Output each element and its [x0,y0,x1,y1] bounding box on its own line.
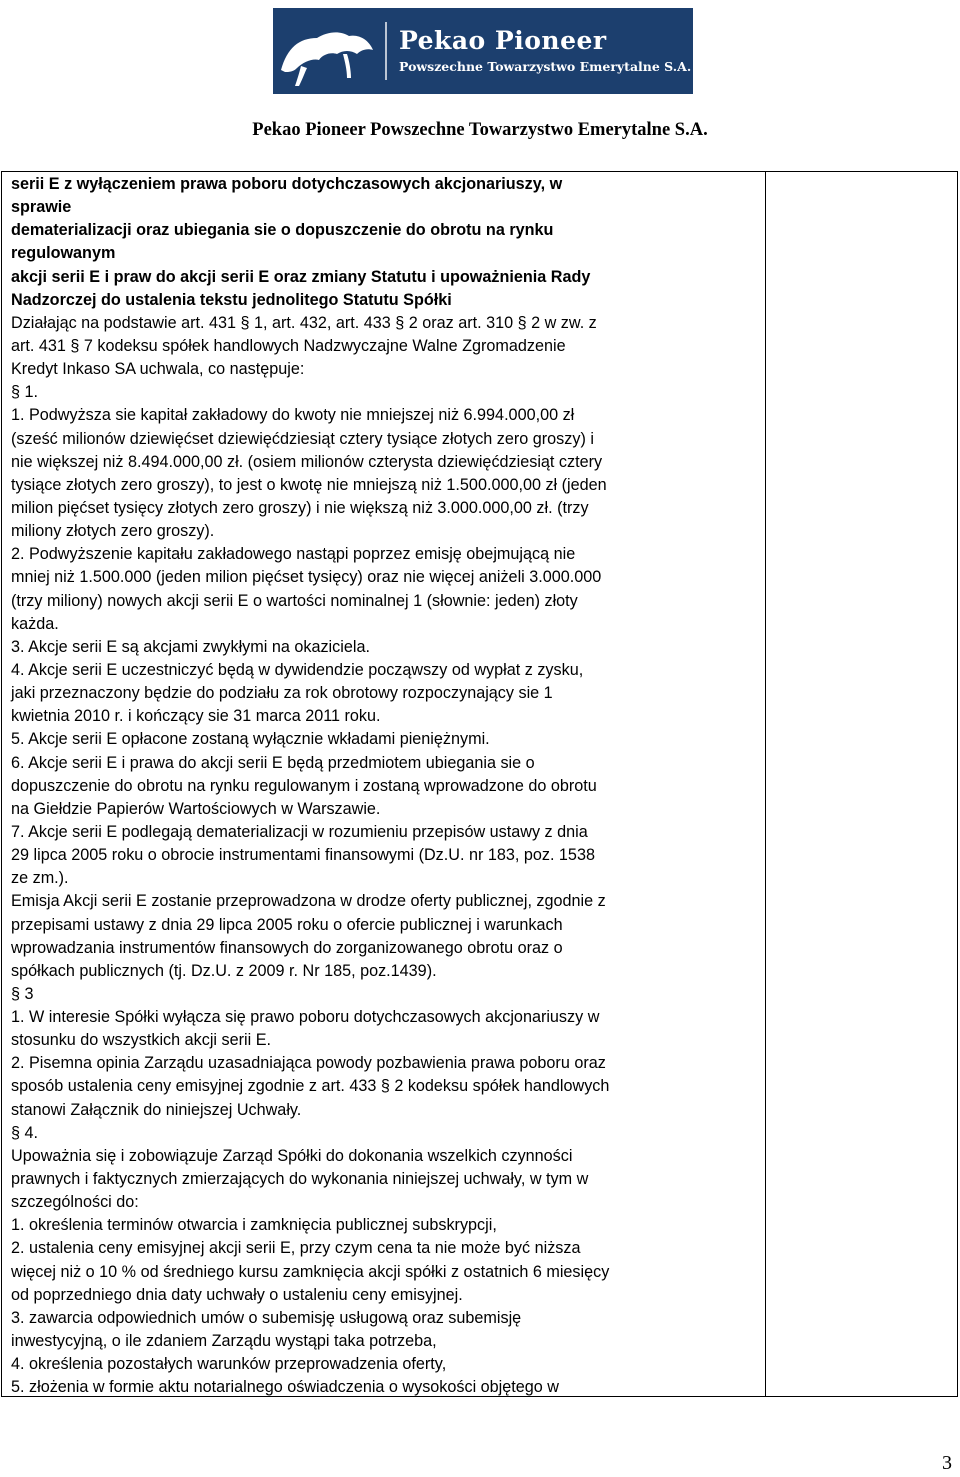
text-line: § 3 [11,984,34,1003]
text-line: Upoważnia się i zobowiązuje Zarząd Spółki do dokonania wszelkich czynności [11,1146,573,1165]
text-line: milion pięćset tysięcy złotych zero groszy) i nie większą niż 3.000.000,00 zł. (trzy [11,498,589,517]
text-line: na Giełdzie Papierów Wartościowych w Warszawie. [11,799,381,818]
text-line: kwietnia 2010 r. i kończący sie 31 marca 2011 roku. [11,707,381,726]
text-line: 1. Podwyższa sie kapitał zakładowy do kwoty nie mniejszej niż 6.994.000,00 zł [11,406,575,425]
logo-divider [385,22,387,80]
text-line: ze zm.). [11,869,69,888]
text-line: 2. ustalenia ceny emisyjnej akcji serii E, przy czym cena ta nie może być niższa [11,1239,581,1258]
text-line: miliony złotych zero groszy). [11,522,215,541]
text-line: 4. Akcje serii E uczestniczyć będą w dywidendzie począwszy od wypłat z zysku, [11,660,584,679]
text-line: 2. Pisemna opinia Zarządu uzasadniająca powody pozbawienia prawa poboru oraz [11,1054,606,1073]
text-line: 1. określenia terminów otwarcia i zamknięcia publicznej subskrypcji, [11,1216,497,1235]
text-line: regulowanym [11,244,116,263]
text-line: mniej niż 1.500.000 (jeden milion pięćset tysięcy) oraz nie więcej aniżeli 3.000.000 [11,568,602,587]
company-name: Pekao Pioneer Powszechne Towarzystwo Emerytalne S.A. [252,120,708,140]
text-line: więcej niż o 10 % od średniego kursu zamknięcia akcji spółki z ostatnich 6 miesięcy [11,1262,610,1281]
text-line: serii E z wyłączeniem prawa poboru dotychczasowych akcjonariuszy, w [11,175,563,193]
text-line: tysiące złotych zero groszy), to jest o kwotę nie mniejszą niż 1.500.000,00 zł (jeden [11,475,607,494]
text-line: 5. Akcje serii E opłacone zostaną wyłącznie wkładami pieniężnymi. [11,730,490,749]
text-line: § 4. [11,1123,39,1142]
text-line: 3. zawarcia odpowiednich umów o subemisję usługową oraz subemisję [11,1308,522,1327]
text-line: Emisja Akcji serii E zostanie przeprowadzona w drodze oferty publicznej, zgodnie z [11,892,606,911]
text-line: 6. Akcje serii E i prawa do akcji serii E będą przedmiotem ubiegania sie o [11,753,535,772]
text-line: 7. Akcje serii E podlegają dematerializacji w rozumieniu przepisów ustawy z dnia [11,822,588,841]
text-line: Kredyt Inkaso SA uchwala, co następuje: [11,360,305,379]
text-line: stanowi Załącznik do niniejszej Uchwały. [11,1100,302,1119]
text-line: dematerializacji oraz ubiegania sie o dopuszczenie do obrotu na rynku [11,221,554,240]
logo-subtitle: Powszechne Towarzystwo Emerytalne S.A. [399,59,692,74]
text-line: 1. W interesie Spółki wyłącza się prawo poboru dotychczasowych akcjonariuszy w [11,1008,600,1027]
text-line: nie większej niż 8.494.000,00 zł. (osiem milionów czterysta dziewięćdziesiąt cztery [11,452,603,471]
text-line: 29 lipca 2005 roku o obrocie instrumentami finansowymi (Dz.U. nr 183, poz. 1538 [11,846,595,865]
logo-text [399,26,691,74]
resolution-text [11,173,763,1399]
text-line: art. 431 § 7 kodeksu spółek handlowych Nadzwyczajne Walne Zgromadzenie [11,336,566,355]
pekao-pioneer-logo [273,8,693,94]
text-line: jaki przeznaczony będzie do podziału za rok obrotowy rozpoczynający sie 1 [11,684,553,703]
text-line: przepisami ustawy z dnia 29 lipca 2005 roku o ofercie publicznej i warunkach [11,915,563,934]
column-divider [765,171,766,1397]
text-line: szczególności do: [11,1193,139,1212]
logo-name: Pekao Pioneer [399,26,607,55]
text-line: prawnych i faktycznych zmierzających do wykonania niniejszej uchwały, w tym w [11,1170,589,1189]
text-line: (sześć milionów dziewięćset dziewięćdziesiąt cztery tysiące złotych zero groszy) i [11,429,594,448]
bison-icon [273,8,383,94]
text-line: akcji serii E i praw do akcji serii E oraz zmiany Statutu i upoważnienia Rady [11,267,591,286]
text-line: spółkach publicznych (tj. Dz.U. z 2009 r. Nr 185, poz.1439). [11,961,437,980]
text-line: § 1. [11,383,39,402]
text-line: Nadzorczej do ustalenia tekstu jednolitego Statutu Spółki [11,290,452,309]
text-line: 3. Akcje serii E są akcjami zwykłymi na okaziciela. [11,637,370,656]
text-line: sposób ustalenia ceny emisyjnej zgodnie z art. 433 § 2 kodeksu spółek handlowych [11,1077,610,1096]
text-line: wprowadzania instrumentów finansowych do zorganizowanego obrotu oraz o [11,938,563,957]
text-line: stosunku do wszystkich akcji serii E. [11,1031,271,1050]
page-number: 3 [942,1452,952,1474]
text-line: inwestycyjną, o ile zdaniem Zarządu wystąpi taka potrzeba, [11,1332,437,1351]
text-line: sprawie [11,198,72,217]
text-line: 4. określenia pozostałych warunków przeprowadzenia oferty, [11,1355,447,1374]
text-line: (trzy miliony) nowych akcji serii E o wartości nominalnej 1 (słownie: jeden) złoty [11,591,578,610]
text-line: 2. Podwyższenie kapitału zakładowego nastąpi poprzez emisję obejmującą nie [11,545,576,564]
text-line: od poprzedniego dnia daty uchwały o ustaleniu ceny emisyjnej. [11,1285,463,1304]
text-line: 5. złożenia w formie aktu notarialnego oświadczenia o wysokości objętego w [11,1378,559,1397]
text-line: dopuszczenie do obrotu na rynku regulowanym i zostaną wprowadzone do obrotu [11,776,597,795]
text-line: każda. [11,614,59,633]
text-line: Działając na podstawie art. 431 § 1, art. 432, art. 433 § 2 oraz art. 310 § 2 w zw. z [11,313,597,332]
